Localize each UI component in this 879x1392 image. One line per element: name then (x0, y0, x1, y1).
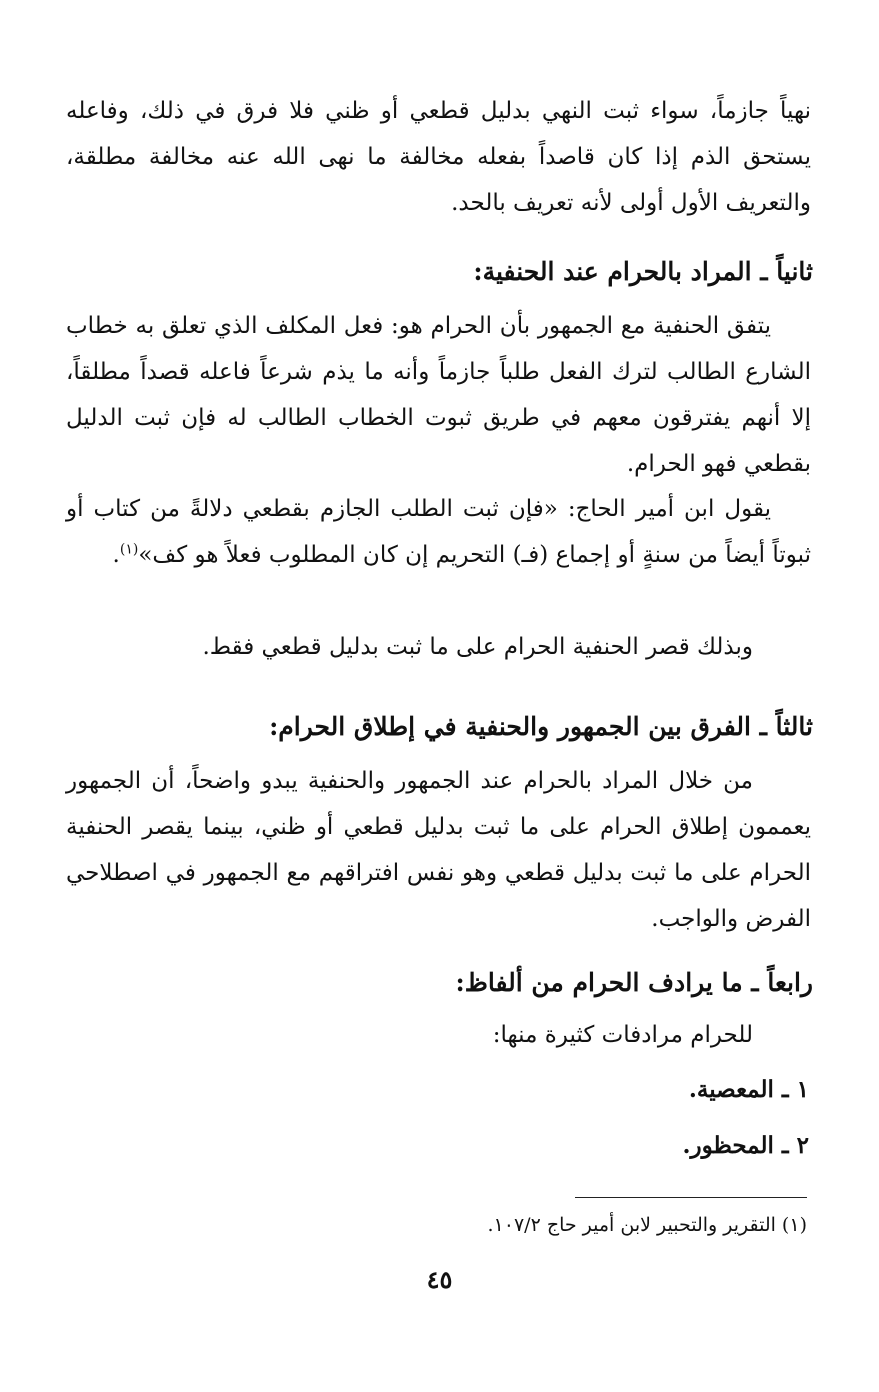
page-number: ٤٥ (426, 1265, 453, 1294)
heading-synonyms: رابعاً ـ ما يرادف الحرام من ألفاظ: (455, 968, 813, 997)
paragraph-hanafi-agreement: يتفق الحنفية مع الجمهور بأن الحرام هو: فعل المكلف الذي تعلق به خطاب الشارع الطالب لترك الفعل طلباً جازماً وأنه ما يذم شرعاً فاعله قصداً مطلقاً، إلا أنهم يفترقون معهم في طريق ثبوت الخطاب الطالب له فإن ثبت الدليل بقطعي فهو الحرام. (66, 313, 811, 477)
list-item-forbidden: ٢ ـ المحظور. (682, 1132, 809, 1159)
paragraph-difference: من خلال المراد بالحرام عند الجمهور والحنفية يبدو واضحاً، أن الجمهور يعممون إطلاق الحرام على ما ثبت بدليل قطعي أو ظني، بينما يقصر الحنفية الحرام على ما ثبت بدليل قطعي وهو نفس افتراقهم مع الجمهور في اصطلاحي الفرض والواجب. (66, 768, 811, 932)
heading-hanafi-definition: ثانياً ـ المراد بالحرام عند الحنفية: (473, 257, 813, 286)
quote-end: . (112, 542, 120, 568)
footnote-reference: (١) (119, 541, 139, 558)
paragraph-continuation: نهياً جازماً، سواء ثبت النهي بدليل قطعي أو ظني فلا فرق في ذلك، وفاعله يستحق الذم إذا كان قاصداً بفعله مخالفة ما نهى الله عنه مخالفة مطلقة، والتعريف الأول أولى لأنه تعريف بالحد. (66, 98, 811, 216)
footnote: (١) التقرير والتحبير لابن أمير حاج ١٠٧/٢. (487, 1214, 807, 1236)
quote-text: يقول ابن أمير الحاج: «فإن ثبت الطلب الجازم بقطعي دلالةً من كتاب أو ثبوتاً أيضاً من سنةٍ أو إجماع (فـ) التحريم إن كان المطلوب فعلاً هو كف» (66, 496, 811, 568)
list-item-sin: ١ ـ المعصية. (688, 1076, 809, 1103)
footnote-divider (575, 1197, 807, 1198)
paragraph-hanafi-restriction: وبذلك قصر الحنفية الحرام على ما ثبت بدليل قطعي فقط. (202, 634, 753, 660)
paragraph-quote-ibn-amir-hajj (66, 486, 811, 578)
paragraph-synonyms-intro: للحرام مرادفات كثيرة منها: (492, 1022, 753, 1048)
heading-difference: ثالثاً ـ الفرق بين الجمهور والحنفية في إطلاق الحرام: (269, 712, 813, 741)
